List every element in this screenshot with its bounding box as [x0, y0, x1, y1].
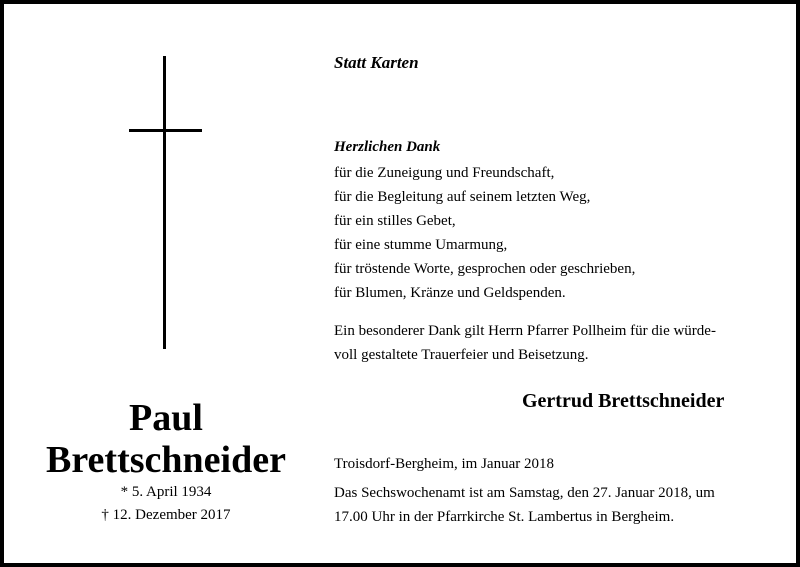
header-statt-karten: Statt Karten [334, 53, 419, 72]
deceased-last-name: Brettschneider [46, 439, 286, 481]
thanks-title: Herzlichen Dank [334, 139, 441, 155]
thanks-line: für ein stilles Gebet, [334, 213, 456, 229]
cross-horizontal-bar [129, 129, 202, 132]
thanks-line: für Blumen, Kränze und Geldspenden. [334, 285, 566, 301]
thanks-line: für eine stumme Umarmung, [334, 237, 508, 253]
birth-date: * 5. April 1934 [120, 484, 212, 500]
signer-name: Gertrud Brettschneider [522, 390, 725, 412]
thanks-line: für die Begleitung auf seinem letzten Weg, [334, 189, 591, 205]
memorial-notice [334, 481, 754, 529]
thanks-line: für die Zuneigung und Freundschaft, [334, 165, 555, 181]
deceased-first-name: Paul [129, 397, 203, 439]
place-date: Troisdorf-Bergheim, im Januar 2018 [334, 456, 554, 472]
death-date: † 12. Dezember 2017 [101, 507, 231, 523]
cross-vertical-bar [163, 56, 166, 349]
thanks-line: für tröstende Worte, gesprochen oder geschrieben, [334, 261, 636, 277]
thanks-lines [334, 161, 635, 305]
special-thanks-line: Ein besonderer Dank gilt Herrn Pfarrer Pollheim für die würde- [334, 323, 716, 339]
notice-line: 17.00 Uhr in der Pfarrkirche St. Lambertus in Bergheim. [334, 509, 675, 525]
special-thanks [334, 319, 754, 367]
notice-line: Das Sechswochenamt ist am Samstag, den 27. Januar 2018, um [334, 485, 715, 501]
special-thanks-line: voll gestaltete Trauerfeier und Beisetzung. [334, 347, 589, 363]
